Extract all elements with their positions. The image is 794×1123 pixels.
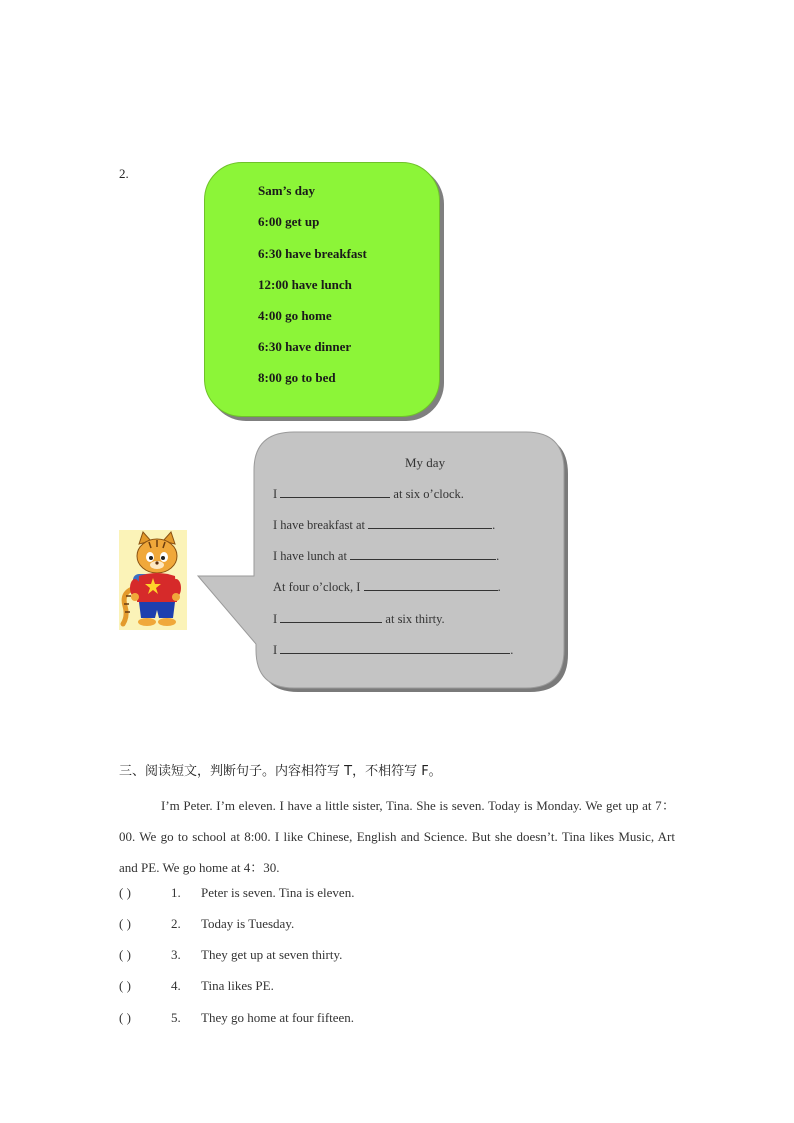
answer-parentheses[interactable]: ( ) xyxy=(119,978,131,993)
line-text-before: At four o’clock, I xyxy=(273,580,361,594)
fill-line-1 xyxy=(273,486,464,502)
line-text-before: I xyxy=(273,643,278,657)
fill-line-3 xyxy=(273,548,499,564)
schedule-item: 6:30 have breakfast xyxy=(258,246,367,261)
line-text-before: I xyxy=(273,612,278,626)
question-index: 5. xyxy=(171,1010,181,1025)
answer-blank[interactable] xyxy=(280,611,382,623)
schedule-item: 8:00 go to bed xyxy=(258,370,336,385)
fill-line-4 xyxy=(273,579,501,595)
question-index: 1. xyxy=(171,885,181,900)
answer-blank[interactable] xyxy=(364,579,498,591)
answer-parentheses[interactable]: ( ) xyxy=(119,885,131,900)
question-text: They go home at four fifteen. xyxy=(201,1010,355,1025)
schedule-item: 4:00 go home xyxy=(258,308,332,323)
sams-day-title: Sam’s day xyxy=(258,183,315,198)
question-text: Tina likes PE. xyxy=(201,978,274,993)
judgement-question xyxy=(119,1010,354,1026)
my-day-title: My day xyxy=(405,455,446,470)
question-index: 2. xyxy=(171,916,181,931)
answer-parentheses[interactable]: ( ) xyxy=(119,916,131,931)
line-text-before: I have lunch at xyxy=(273,549,347,563)
cat-icon xyxy=(119,530,187,630)
judgement-question xyxy=(119,947,342,963)
line-text-after: . xyxy=(497,580,501,594)
answer-parentheses[interactable]: ( ) xyxy=(119,947,131,962)
judgement-question xyxy=(119,916,294,932)
reading-passage: I’m Peter. I’m eleven. I have a little sister, Tina. She is seven. Today is Monday. We get up at 7：00. We go to school at 8:00. I like Chinese, English and Science. But she doesn’t. Tina likes Music, Art and PE. We go home at 4：30. xyxy=(119,798,675,875)
question-index: 3. xyxy=(171,947,181,962)
judgement-question xyxy=(119,978,274,994)
question-text: They get up at seven thirty. xyxy=(201,947,343,962)
question-text: Peter is seven. Tina is eleven. xyxy=(201,885,355,900)
fill-line-2 xyxy=(273,517,495,533)
line-text-after: . xyxy=(496,549,500,563)
question-text: Today is Tuesday. xyxy=(201,916,295,931)
question-number: 2. xyxy=(119,166,129,181)
line-text-before: I xyxy=(273,487,278,501)
fill-line-5 xyxy=(273,611,445,627)
schedule-item: 12:00 have lunch xyxy=(258,277,352,292)
fill-line-6 xyxy=(273,642,513,658)
judgement-question xyxy=(119,885,354,901)
answer-blank[interactable] xyxy=(368,517,492,529)
schedule-item: 6:00 get up xyxy=(258,214,320,229)
line-text-after: at six o’clock. xyxy=(393,487,464,501)
line-text-before: I have breakfast at xyxy=(273,518,365,532)
line-text-after: . xyxy=(492,518,496,532)
schedule-item: 6:30 have dinner xyxy=(258,339,352,354)
answer-blank[interactable] xyxy=(280,642,510,654)
line-text-after: . xyxy=(510,643,514,657)
section-title: 三、阅读短文，判断句子。内容相符写 T，不相符写 F。 xyxy=(119,764,442,779)
answer-blank[interactable] xyxy=(280,486,390,498)
question-index: 4. xyxy=(171,978,181,993)
answer-blank[interactable] xyxy=(350,548,496,560)
answer-parentheses[interactable]: ( ) xyxy=(119,1010,131,1025)
line-text-after: at six thirty. xyxy=(385,612,445,626)
